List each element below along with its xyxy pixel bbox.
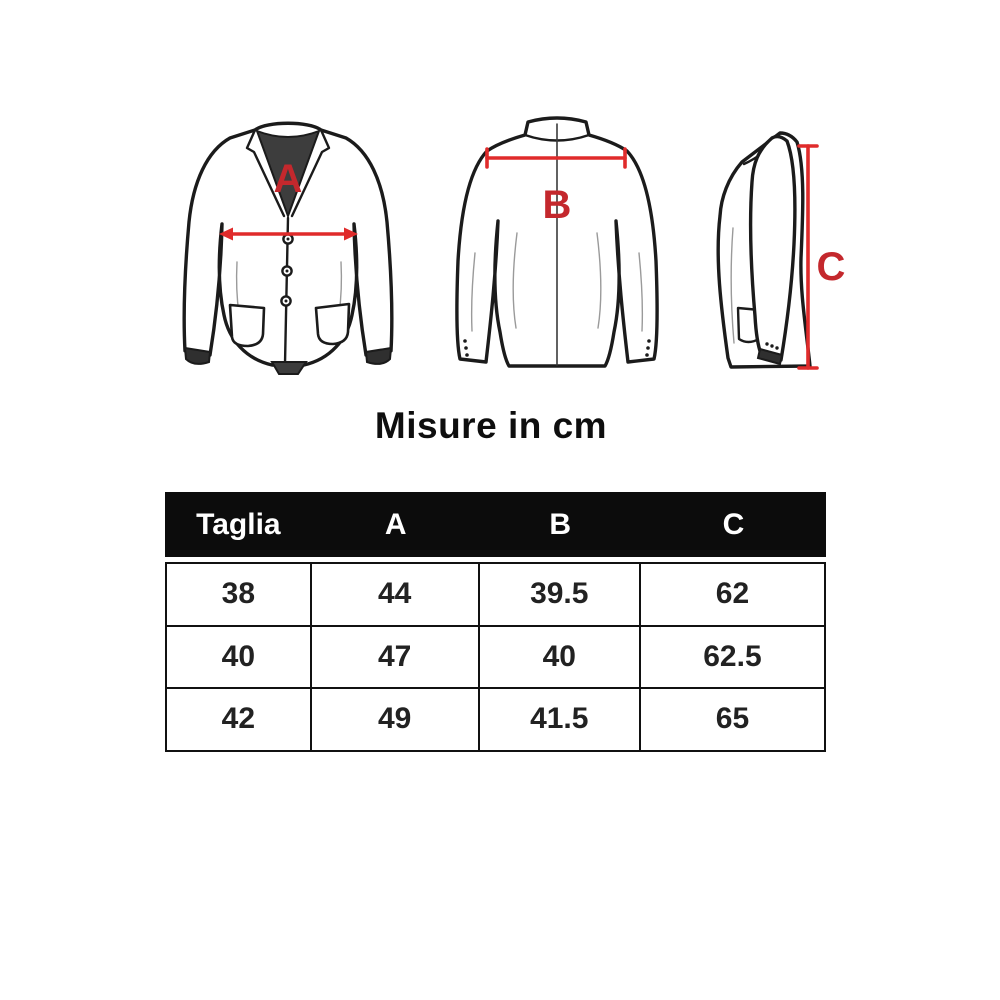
measure-label-b: B	[542, 183, 572, 227]
cell-a: 44	[312, 562, 480, 627]
jacket-side-illustration	[700, 118, 860, 390]
size-table-header	[165, 492, 826, 562]
measure-label-c: C	[816, 245, 846, 289]
cell-taglia: 40	[165, 627, 312, 690]
cell-a: 49	[312, 689, 480, 752]
cell-b: 39.5	[480, 562, 641, 627]
column-header-taglia: Taglia	[165, 492, 312, 562]
table-row-size-40	[165, 627, 826, 690]
cell-b: 41.5	[480, 689, 641, 752]
measure-label-a: A	[273, 157, 303, 201]
table-row-size-38	[165, 562, 826, 627]
column-header-b: B	[480, 492, 641, 562]
size-table	[165, 492, 826, 752]
cell-taglia: 42	[165, 689, 312, 752]
column-header-c: C	[641, 492, 826, 562]
front-pocket-left	[230, 305, 264, 346]
cell-c: 62.5	[641, 627, 826, 690]
front-pocket-right	[316, 304, 349, 344]
table-row-size-42	[165, 689, 826, 752]
page-title: Misure in cm	[374, 405, 608, 446]
column-header-a: A	[312, 492, 480, 562]
jacket-front-illustration	[175, 112, 405, 377]
cell-a: 47	[312, 627, 480, 690]
cell-b: 40	[480, 627, 641, 690]
cell-c: 65	[641, 689, 826, 752]
jacket-back-illustration	[445, 113, 675, 383]
cell-c: 62	[641, 562, 826, 627]
cell-taglia: 38	[165, 562, 312, 627]
jacket-side-drawing	[718, 133, 810, 367]
